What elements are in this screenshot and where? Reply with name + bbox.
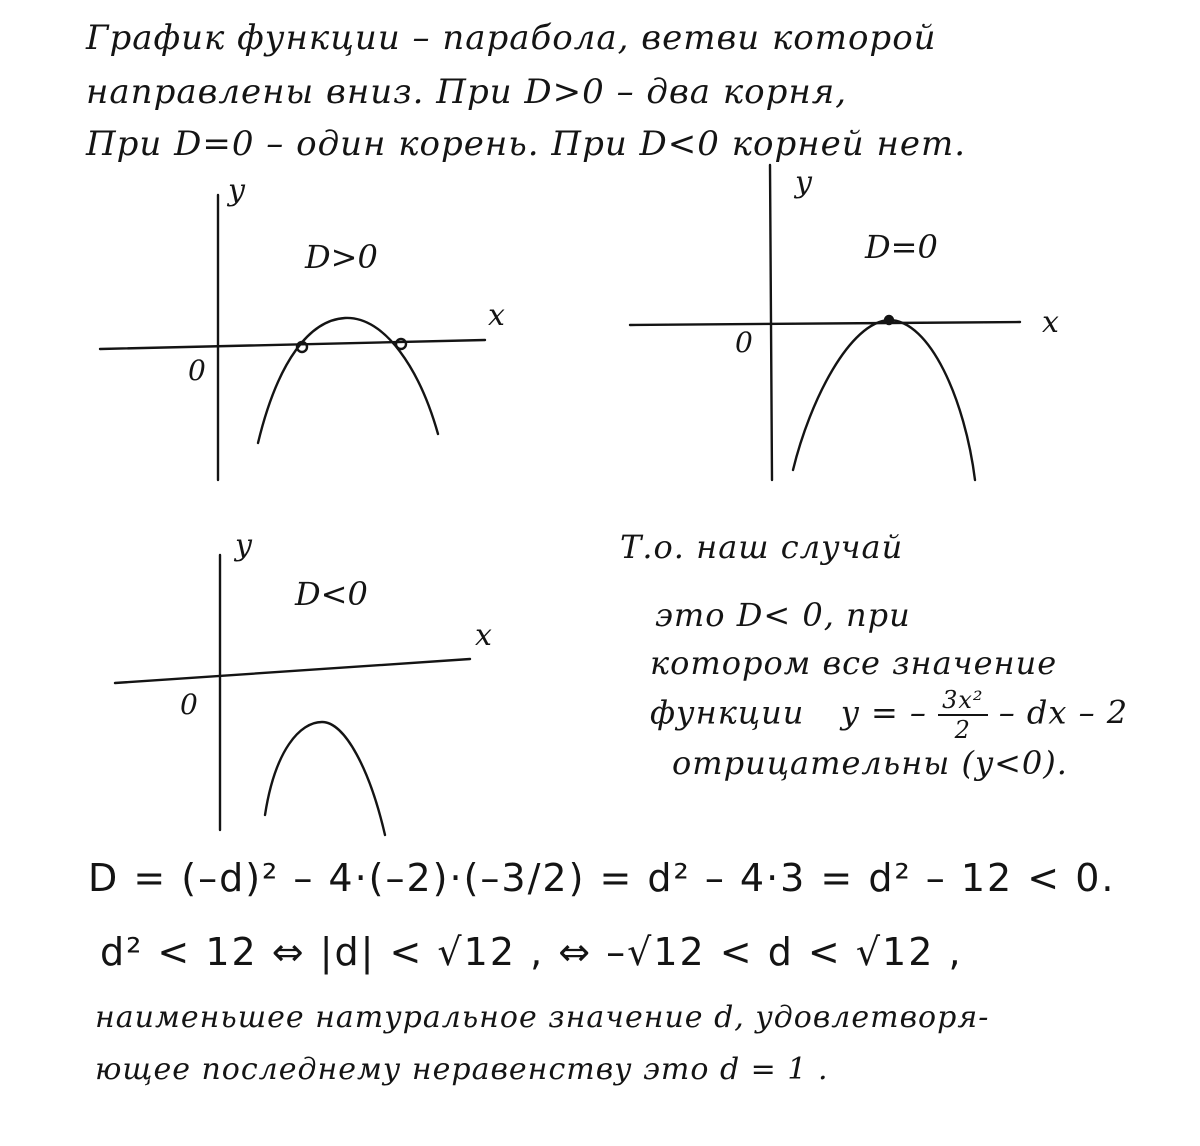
graph-3-y-label: y <box>235 528 252 563</box>
function-formula-end: – dx – 2 <box>998 693 1129 732</box>
graph-2-condition: D=0 <box>865 228 938 266</box>
fraction-denominator: 2 <box>954 716 971 744</box>
graph-1-x-label: x <box>488 298 505 333</box>
function-formula-start: y = – <box>840 693 927 732</box>
conclusion-line-3: котором все значение <box>650 644 1058 682</box>
conclusion-line-1: Т.о. наш случай <box>620 528 904 566</box>
math-line-discriminant: D = (–d)² – 4·(–2)·(–3/2) = d² – 4·3 = d² – 12 < 0. <box>88 856 1116 900</box>
graph-3-origin: 0 <box>180 688 198 721</box>
graph-3-condition: D<0 <box>295 575 368 613</box>
intro-line-3: При D=0 – один корень. При D<0 корней нет. <box>86 124 967 164</box>
graph-2-parabola <box>793 320 975 480</box>
graph-1-parabola <box>258 318 438 443</box>
graph-1-condition: D>0 <box>305 238 378 276</box>
graph-d-positive <box>100 195 485 480</box>
graph-3-x-label: x <box>475 618 492 653</box>
conclusion-line-5: отрицательны (y<0). <box>672 744 1068 782</box>
graph-3-parabola <box>265 722 385 835</box>
graph-3-x-axis <box>115 659 470 683</box>
math-line-inequality: d² < 12 ⇔ |d| < √12 , ⇔ –√12 < d < √12 , <box>100 930 963 974</box>
graph-2-x-label: x <box>1042 305 1059 340</box>
fraction-numerator: 3x² <box>938 688 987 716</box>
graph-1-y-label: y <box>228 173 245 208</box>
graph-1-origin: 0 <box>188 354 206 387</box>
conclusion-line-4 <box>650 688 1128 742</box>
graph-2-x-axis <box>630 322 1020 325</box>
graph-d-negative <box>115 555 470 835</box>
graph-2-y-label: y <box>795 165 812 200</box>
graph-2-y-axis <box>770 165 772 480</box>
graph-2-origin: 0 <box>735 326 753 359</box>
function-fraction <box>938 688 987 742</box>
math-line-3: наименьшее натуральное значение d, удовлетворя- <box>95 1000 990 1035</box>
conclusion-line-2: это D< 0, при <box>655 596 911 634</box>
conclusion-line-4-prefix: функции <box>650 693 805 732</box>
graph-2-vertex <box>885 316 893 324</box>
intro-line-1: График функции – парабола, ветви которой <box>86 18 937 58</box>
intro-line-2: направлены вниз. При D>0 – два корня, <box>86 72 848 112</box>
graph-1-x-axis <box>100 340 485 349</box>
graph-d-zero <box>630 165 1020 480</box>
graph-1-root-right <box>396 339 406 349</box>
math-line-4: ющее последнему неравенству это d = 1 . <box>95 1052 829 1087</box>
